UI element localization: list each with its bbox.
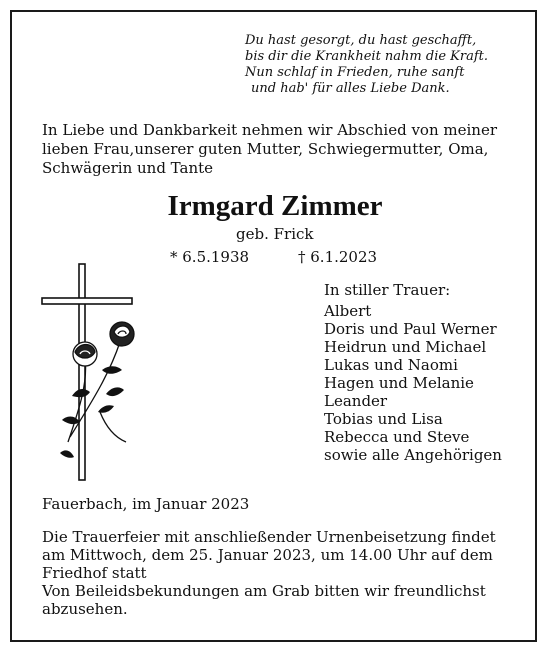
mourner: Doris und Paul Werner (324, 320, 497, 338)
mourner: Leander (324, 392, 388, 410)
death-date: † 6.1.2023 (298, 248, 378, 266)
mourner: Hagen und Melanie (324, 374, 474, 392)
deceased-name: Irmgard Zimmer (167, 190, 383, 222)
mourner: sowie alle Angehörigen (324, 446, 502, 464)
service-line: Friedhof statt (42, 564, 147, 582)
mourner: Rebecca und Steve (324, 428, 470, 446)
service-line: abzusehen. (42, 600, 128, 618)
mourner: Heidrun und Michael (324, 338, 487, 356)
cross-with-roses-icon (40, 262, 150, 482)
poem-line: Nun schlaf in Frieden, ruhe sanft (245, 65, 465, 80)
birth-date: * 6.5.1938 (170, 248, 250, 266)
service-line: am Mittwoch, dem 25. Januar 2023, um 14.00 Uhr auf dem (42, 546, 493, 564)
mourners-list (324, 281, 502, 464)
poem-line: Du hast gesorgt, du hast geschafft, (245, 33, 477, 48)
mourner: Lukas und Naomi (324, 356, 458, 374)
intro-text: In Liebe und Dankbarkeit nehmen wir Abschied von meiner lieben Frau,unserer guten Mutter, Schwiegermutter, Oma, Schwägerin und Tante (42, 121, 498, 177)
service-notice (42, 528, 522, 618)
poem (245, 33, 488, 97)
poem-line: und hab' für alles Liebe Dank. (251, 81, 450, 96)
mourners-heading: In stiller Trauer: (324, 281, 451, 299)
place-date: Fauerbach, im Januar 2023 (42, 495, 250, 513)
service-line: Die Trauerfeier mit anschließender Urnenbeisetzung findet (42, 528, 496, 546)
mourner: Albert (324, 302, 372, 320)
poem-line: bis dir die Krankheit nahm die Kraft. (245, 49, 489, 64)
birth-name: geb. Frick (236, 225, 314, 243)
mourner: Tobias und Lisa (324, 410, 443, 428)
service-line: Von Beileidsbekundungen am Grab bitten wir freundlichst (42, 582, 486, 600)
